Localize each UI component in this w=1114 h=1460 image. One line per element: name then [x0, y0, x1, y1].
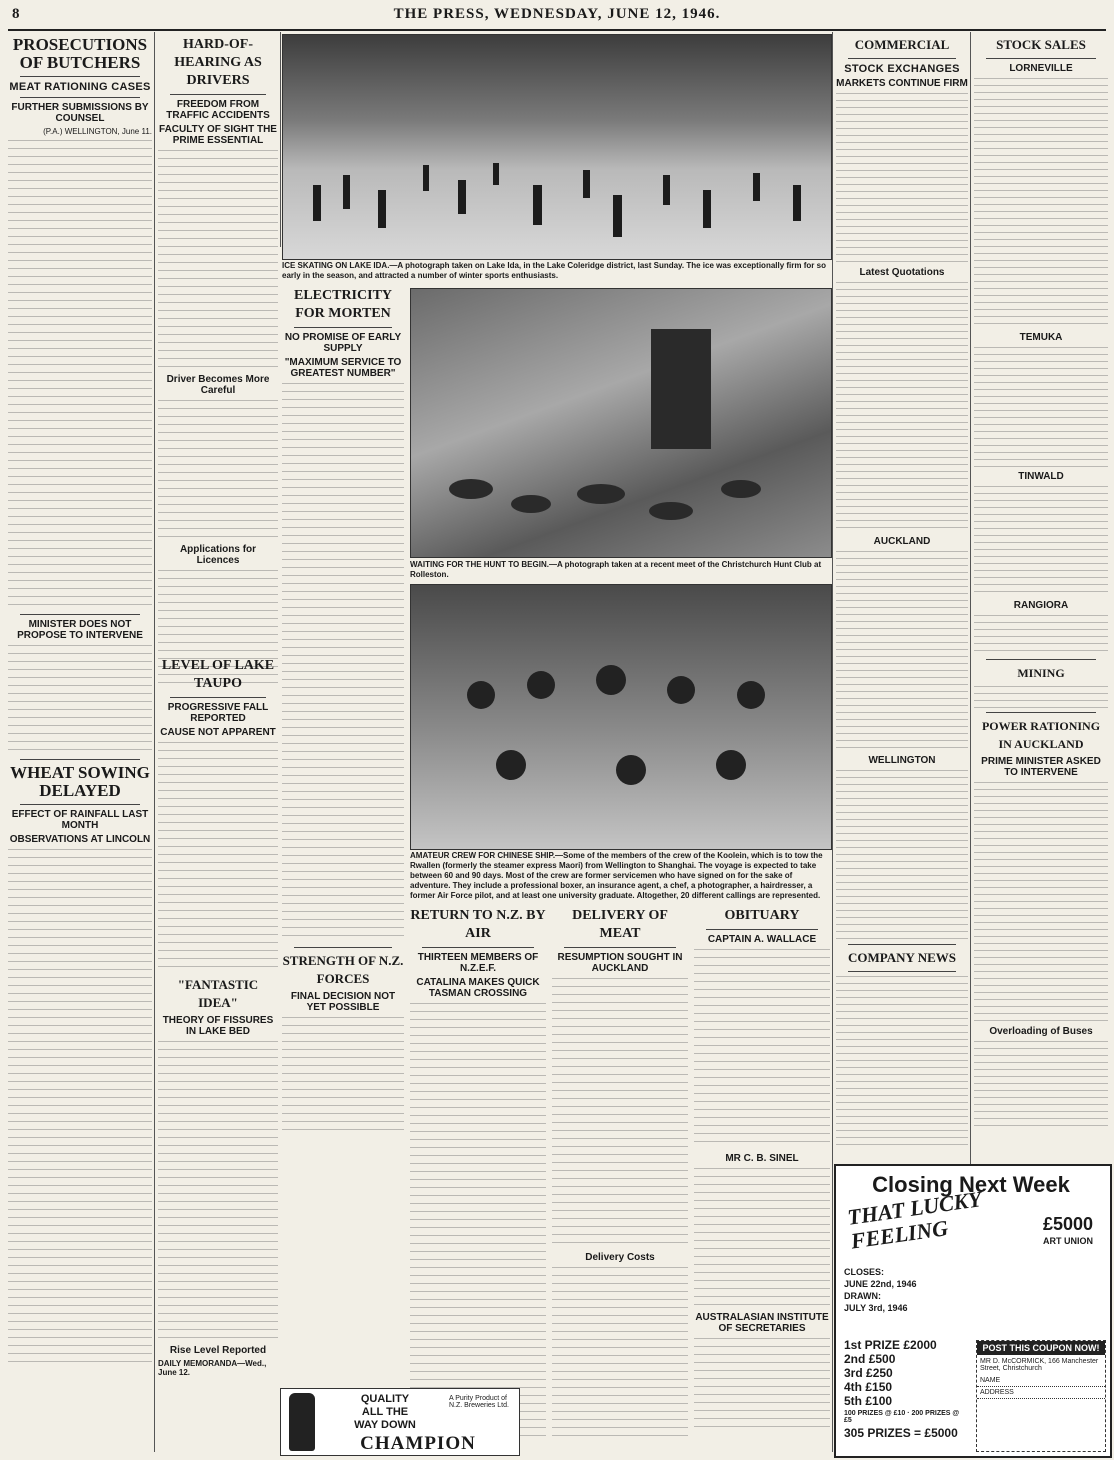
headline: STRENGTH OF N.Z. FORCES	[282, 953, 404, 986]
subhead: FURTHER SUBMISSIONS BY COUNSEL	[11, 102, 149, 124]
ad-note: A Purity Product of N.Z. Breweries Ltd.	[449, 1395, 509, 1409]
coupon-address-field[interactable]: ADDRESS	[977, 1387, 1105, 1399]
coupon-address: MR D. McCORMICK, 166 Manchester Street, Christchurch	[980, 1358, 1099, 1372]
champion-ad	[280, 1388, 520, 1456]
article-text	[8, 140, 152, 610]
article-text	[282, 1017, 404, 1137]
prize-row: 1st PRIZE £2000	[844, 1338, 937, 1352]
subhead: CAUSE NOT APPARENT	[160, 727, 276, 738]
prize-row: 3rd £250	[844, 1366, 893, 1380]
article-text	[158, 150, 278, 370]
headline: "FANTASTIC IDEA"	[177, 977, 259, 1010]
headline: WHEAT SOWING DELAYED	[10, 763, 150, 800]
photo-figures	[283, 35, 831, 259]
article-text	[974, 1041, 1108, 1131]
prize-row: 5th £100	[844, 1394, 893, 1408]
article-text	[8, 645, 152, 755]
headline: RETURN TO N.Z. BY AIR	[410, 908, 546, 941]
column-obituary	[694, 905, 830, 1455]
prize-extra: 100 PRIZES @ £10 · 200 PRIZES @ £5	[844, 1410, 960, 1424]
prize-row: 4th £150	[844, 1380, 893, 1394]
coupon[interactable]	[976, 1340, 1106, 1452]
inline-subhead: Applications for Licences	[179, 544, 257, 566]
memo-heading: DAILY MEMORANDA—Wed., June 12.	[158, 1359, 267, 1377]
quotations-text	[836, 282, 968, 532]
column-rule	[154, 32, 155, 1452]
headline: COMMERCIAL	[854, 37, 950, 52]
quotations-text	[836, 770, 968, 940]
subhead: CATALINA MAKES QUICK TASMAN CROSSING	[416, 977, 540, 999]
headline: ELECTRICITY FOR MORTEN	[293, 288, 393, 321]
subhead: OBSERVATIONS AT LINCOLN	[9, 834, 151, 845]
subhead: PRIME MINISTER ASKED TO INTERVENE	[981, 756, 1101, 778]
column-rule	[832, 32, 833, 1452]
photo-hounds	[411, 289, 831, 557]
subhead: NO PROMISE OF EARLY SUPPLY	[284, 332, 402, 354]
subhead: AUSTRALASIAN INSTITUTE OF SECRETARIES	[695, 1312, 829, 1334]
ad-line: ALL THE	[361, 1406, 409, 1418]
prize-total: 305 PRIZES = £5000	[844, 1426, 958, 1440]
article-text	[158, 400, 278, 540]
subhead: TINWALD	[1018, 471, 1064, 482]
ad-headline: Closing Next Week	[872, 1172, 1070, 1197]
column-commercial	[836, 34, 968, 1159]
article-text	[974, 686, 1108, 708]
inline-subhead: Rise Level Reported	[169, 1345, 267, 1356]
coupon-title: POST THIS COUPON NOW!	[977, 1341, 1105, 1355]
subhead: FACULTY OF SIGHT THE PRIME ESSENTIAL	[159, 124, 277, 146]
article-text	[552, 978, 688, 1248]
inline-subhead: Driver Becomes More Careful	[166, 374, 270, 396]
subhead: MEAT RATIONING CASES	[9, 81, 151, 93]
drawn-label: DRAWN:	[844, 1291, 881, 1301]
newspaper-title: THE PRESS, WEDNESDAY, JUNE 12, 1946.	[393, 6, 721, 22]
column-meat-delivery	[552, 905, 688, 1455]
photo-ship-crew	[410, 584, 832, 850]
prize-row: 2nd £500	[844, 1352, 896, 1366]
subhead: FREEDOM FROM TRAFFIC ACCIDENTS	[166, 99, 270, 121]
column-rule	[280, 32, 281, 247]
ad-brand: THAT LUCKY FEELING	[845, 1186, 983, 1254]
photo-caption: AMATEUR CREW FOR CHINESE SHIP.—Some of the members of the crew of the Koolein, which is to tow the Rwallen (formerly the steamer express Maori) from Wellington to Shanghai. The voyage is expected to take between 60 and 90 days. Most of the crew are former servicemen who have signed on for the sake of adventure. They include a professional boxer, an insurance agent, a chef, a photographer, a hairdresser, a former Air Force pilot, and at least one university graduate. Altogether, 20 different callings are represented.	[410, 851, 823, 900]
headline: DELIVERY OF MEAT	[572, 908, 668, 941]
article-text	[552, 1267, 688, 1437]
subhead: MINISTER DOES NOT PROPOSE TO INTERVENE	[17, 619, 143, 641]
subhead: MARKETS CONTINUE FIRM	[836, 78, 968, 89]
drawn-date: JULY 3rd, 1946	[844, 1303, 908, 1313]
subhead: RANGIORA	[1013, 600, 1069, 611]
article-text	[158, 742, 278, 972]
ad-brand: CHAMPION	[360, 1433, 476, 1454]
subhead: PROGRESSIVE FALL REPORTED	[167, 702, 269, 724]
headline: LEVEL OF LAKE TAUPO	[161, 658, 275, 691]
article-text	[974, 615, 1108, 655]
subhead: Latest Quotations	[859, 267, 945, 278]
photo-hunt	[410, 288, 832, 558]
article-text	[694, 949, 830, 1149]
ad-line: WAY DOWN	[354, 1419, 416, 1431]
article-text	[410, 1003, 546, 1443]
page-number: 8	[12, 6, 20, 22]
article-text	[158, 1041, 278, 1341]
closes-label: CLOSES:	[844, 1267, 885, 1277]
article-text	[974, 78, 1108, 328]
headline: OBITUARY	[724, 908, 800, 923]
article-text	[836, 93, 968, 263]
photo-crew	[411, 585, 831, 849]
art-union-ad	[834, 1164, 1112, 1458]
subhead: AUCKLAND	[873, 536, 931, 547]
subhead: LORNEVILLE	[1009, 63, 1073, 74]
article-text	[974, 486, 1108, 596]
column-return-air	[410, 905, 546, 1455]
headline: MINING	[1017, 666, 1065, 680]
ad-line: QUALITY	[360, 1393, 410, 1405]
subhead: CAPTAIN A. WALLACE	[707, 934, 817, 945]
article-text	[974, 782, 1108, 1022]
subhead: RESUMPTION SOUGHT IN AUCKLAND	[557, 952, 683, 974]
subhead: TEMUKA	[1019, 332, 1063, 343]
top-rule	[8, 29, 1106, 31]
inline-subhead: Delivery Costs	[585, 1252, 655, 1263]
ad-art-union: ART UNION	[1043, 1236, 1093, 1246]
masthead	[0, 0, 1114, 30]
subhead: THEORY OF FISSURES IN LAKE BED	[162, 1015, 274, 1037]
article-text	[974, 347, 1108, 467]
headline: COMPANY NEWS	[848, 950, 956, 965]
photo-ice-skating	[282, 34, 832, 260]
article-text	[282, 383, 404, 943]
article-text	[694, 1338, 830, 1428]
ad-big-prize: £5000	[1042, 1214, 1094, 1234]
quotations-text	[836, 551, 968, 751]
article-text	[836, 976, 968, 1146]
headline: STOCK SALES	[996, 37, 1086, 52]
headline: POWER RATIONING IN AUCKLAND	[981, 719, 1101, 751]
headline: PROSECUTIONS OF BUTCHERS	[12, 35, 148, 72]
subhead: THIRTEEN MEMBERS OF N.Z.E.F.	[417, 952, 539, 974]
closes-date: JUNE 22nd, 1946	[844, 1279, 917, 1289]
subhead: WELLINGTON	[868, 755, 936, 766]
inline-subhead: Overloading of Buses	[989, 1026, 1093, 1037]
subhead: MR C. B. SINEL	[725, 1153, 799, 1164]
article-text	[8, 849, 152, 1369]
column-butchers	[8, 34, 152, 1454]
subhead: EFFECT OF RAINFALL LAST MONTH	[11, 809, 149, 831]
column-taupo	[158, 655, 278, 1385]
column-electricity	[282, 285, 404, 1385]
subhead: STOCK EXCHANGES	[844, 63, 960, 75]
subhead: "MAXIMUM SERVICE TO GREATEST NUMBER"	[284, 357, 402, 379]
column-stock-sales	[974, 34, 1108, 1159]
headline: HARD-OF-HEARING AS DRIVERS	[174, 37, 262, 88]
prize-list	[844, 1338, 964, 1408]
article-text	[694, 1168, 830, 1308]
photo-caption: ICE SKATING ON LAKE IDA.—A photograph taken on Lake Ida, in the Lake Coleridge district, last Sunday. The ice was exceptionally firm for so early in the season, and attracted a number of winter sports enthusiasts.	[282, 261, 826, 280]
photo-caption: WAITING FOR THE HUNT TO BEGIN.—A photograph taken at a recent meet of the Christchurch Hunt Club at Rolleston.	[410, 560, 822, 579]
subhead: FINAL DECISION NOT YET POSSIBLE	[290, 991, 396, 1013]
dateline: (P.A.) WELLINGTON, June 11.	[43, 127, 152, 136]
bottle-icon	[289, 1393, 315, 1451]
coupon-name-field[interactable]: NAME	[977, 1375, 1105, 1387]
